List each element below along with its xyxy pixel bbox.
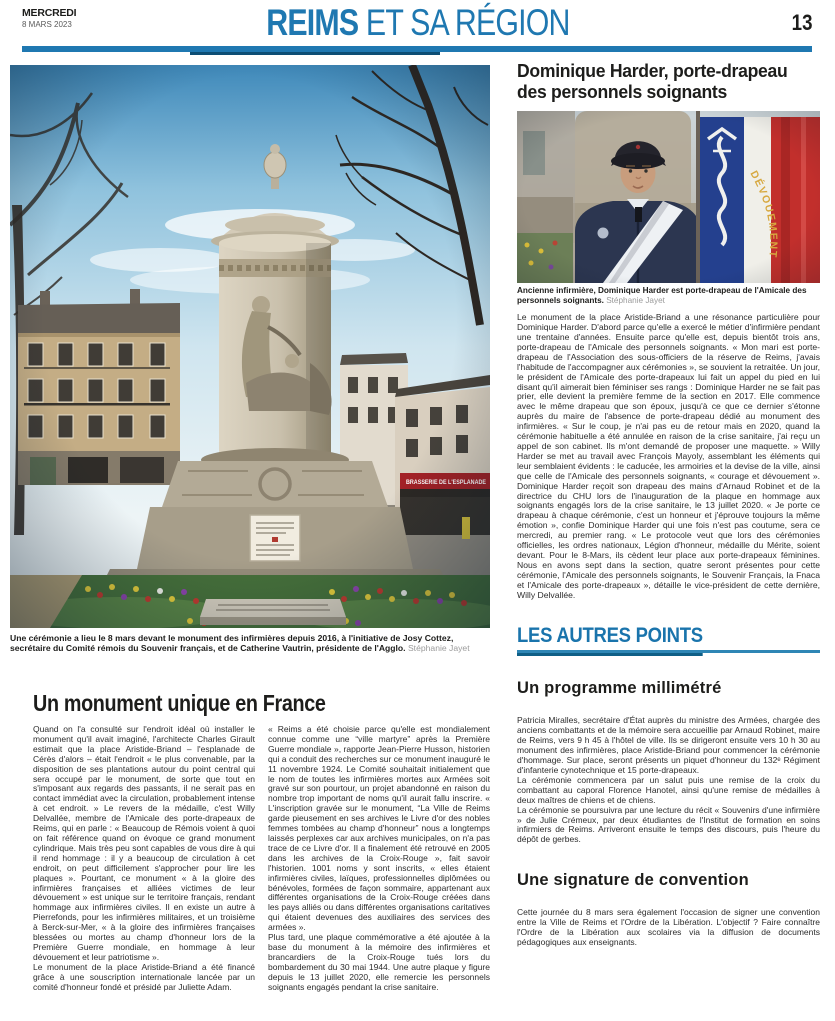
main-photo-credit: Stéphanie Jayet — [407, 643, 470, 653]
paragraph: Plus tard, une plaque commémorative a été ajoutée à la base du monument à la mémoire des infirmières et brancardiers de la Croix-Rouge tués lors du bombardement du 30 mai 1944. Une autre plaque y figure depuis le 13 juillet 2020, elle remercie les personnels soignants engagés pendant la crise sanitaire. — [268, 932, 490, 992]
article-harder — [517, 60, 820, 948]
other-points-title: LES AUTRES POINTS — [517, 624, 703, 656]
section-programme — [517, 679, 820, 845]
photo-vignette — [10, 65, 490, 628]
section-title-rest: ET SA RÉGION — [357, 2, 570, 43]
article-harder-title: Dominique Harder, porte-drapeau des personnels soignants — [517, 60, 788, 102]
main-photo-caption — [10, 633, 492, 653]
main-photo-caption-text: Une cérémonie a lieu le 8 mars devant le monument des infirmières depuis 2016, à l'initiative de Josy Cottez, secrétaire du Comité rémois du Souvenir français, et de Catherine Vautrin, présidente de l'Agglo. — [10, 633, 454, 653]
paragraph: « Reims a été choisie parce qu'elle est mondialement connue comme une “ville martyre” après la Première Guerre mondiale », rapporte Jean-Pierre Husson, historien qui a conduit des recherches sur ce monument inauguré le 11 novembre 1924. Le Comité souhaitait initialement que le nom de toutes les infirmières mortes aux Armées soit gravé sur son pourtour, un projet abandonné en raison du nombre trop important de noms qu'il aurait fallu inscrire. « L'inscription gravée sur le monument, “La Ville de Reims garde pieusement en ses archives le Livre d'or des nobles femmes tombées au champ d'honneur” nous a longtemps laissés perplexes car aux archives municipales, on n'a pas trace de ce Livre d'or. Il a finalement été retrouvé en 2005 dans les archives de la Croix-Rouge », fait savoir l'historien. 1001 noms y sont inscrits, « elles étaient infirmières civiles, laïques, professionnelles diplômées ou bénévoles, formées de façon sommaire, appartenant aux différentes organisations de la Croix-Rouge créées dans les pays alliés ou dans différentes organisations caritatives qui étaient devenues des auxiliaires des services des armées ». — [268, 724, 490, 933]
harder-photo-illustration — [517, 111, 820, 283]
article-monument-col2 — [268, 725, 490, 992]
section-programme-heading: Un programme millimétré — [517, 679, 722, 698]
monument-photo — [10, 65, 490, 628]
edition-dateline: 8 MARS 2023 — [22, 20, 72, 30]
harder-photo — [517, 111, 820, 283]
article-monument — [33, 690, 491, 992]
harder-photo-caption — [517, 286, 807, 305]
article-harder-body — [517, 313, 820, 600]
paragraph: Le monument de la place Aristide-Briand a été financé grâce à une souscription internationale lancée par un comité d'honneur fondé et présidé par Juliette Adam. — [33, 961, 255, 992]
section-convention — [517, 871, 820, 948]
photo-vignette — [517, 111, 820, 283]
article-monument-col1 — [33, 725, 255, 992]
paragraph: Le monument de la place Aristide-Briand a une résonance particulière pour Dominique Harder. D'abord parce qu'elle a exercé le métier d'infirmière pendant une trentaine d'années. Ensuite parce qu'elle est, depuis bientôt trois ans, porte-drapeau de l'Amicale des personnels soignants. « Mon mari est porte-drapeau de l'Association des sous-officiers de la réserve de Reims, j'avais l'habitude de l'accompagner aux cérémonies », se souvient la retraitée. Un jour, le président de l'Amicale des porte-drapeaux lui fait un appel du pied en lui disant qu'il aimerait bien féminiser ses rangs : Dominique Harder ne se fait pas prier, elle devient la première femme de la section en 2017. Elle commence avec le même drapeau que son époux, jusqu'à ce que ce dernier s'étonne auprès du maire de l'absence de porte-drapeau dédié au monument des infirmières. « Sur le coup, je n'ai pas eu de retour mais en 2020, quand la cérémonie habituelle a été annulée en raison de la crise sanitaire, j'ai reçu un appel de son cabinet. Ils m'ont demandé de proposer une maquette. » Willy Harder se met au travail avec François Mayoly, assemblant les éléments qui leur semblaient évidents : le caducée, les armoiries et la devise de la ville, ainsi que celle de l'Amicale des personnels soignants, « courage et dévouement ». Dominique Harder reçoit son drapeau des mains d'Arnaud Robinet et de la directrice du CHU lors de l'inauguration de la plaque en hommage aux soignants engagés lors de la crise sanitaire, le 13 juillet 2020. « Je porte ce drapeau à chaque cérémonie, c'est un honneur et j'éprouve toujours la même émotion », confie Dominique Harder qui une fois n'est pas coutume, sera ce mercredi, au premier rang. « Le protocole veut que lors des cérémonies officielles, les ordres nationaux, Légion d'honneur, médaille du Mérite, soient devant. Pour le 8-Mars, ils cèdent leur place aux porte-drapeaux féminines. Nous en avons sept dans la section, quatre seront présentes pour cette cérémonie, l'Amicale des personnels soignants, le Souvenir Français, la Fnaca et l'Amicale des porte-drapeaux », détaille le vice-président de cette dernière, Willy Delvallée. — [517, 312, 820, 600]
edition-day: MERCREDI — [22, 7, 77, 19]
section-title-strong: REIMS — [265, 2, 358, 43]
paragraph: La cérémonie commencera par un salut puis une remise de la croix du combattant au caporal Florence Hanotel, ainsi qu'une remise de médailles à deux maîtres de chiens et de chiens. — [517, 774, 820, 805]
harder-photo-credit: Stéphanie Jayet — [606, 295, 665, 305]
paragraph: Patricia Miralles, secrétaire d'État auprès du ministre des Armées, chargée des anciens combattants et de la mémoire sera accueillie par Arnaud Robinet, maire de Reims, vers 9 h 45 à l'hôtel de ville. Ils se dirigeront ensuite vers 10 h 30 au monument des infirmières, place Aristide-Briand pour commencer la cérémonie d'hommage. Sur place, seront présents un piquet d'honneur du 132ᵉ Régiment d'infanterie cynotechnique et 15 porte-drapeaux. — [517, 715, 820, 775]
paragraph: Cette journée du 8 mars sera également l'occasion de signer une convention entre la Ville de Reims et l'Ordre de la Libération. L'objectif ? Faire connaître l'Ordre de la Libération aux scolaires via la diffusion de documents pédagogiques aux enseignants. — [517, 907, 820, 947]
section-title — [0, 2, 835, 44]
harder-photo-caption-text: Ancienne infirmière, Dominique Harder est porte-drapeau de l'Amicale des personnels soignants. — [517, 286, 807, 305]
page-number: 13 — [791, 10, 812, 35]
paragraph: La cérémonie se poursuivra par une lecture du récit « Souvenirs d'une infirmière » de Julie Crémeux, par deux étudiantes de l'Institut de formation en soins infirmiers de Reims. Arriveront ensuite le temps des discours, puis l'heure du dépôt de gerbes. — [517, 804, 820, 845]
header-rule-dark-segment — [190, 52, 440, 55]
section-convention-heading: Une signature de convention — [517, 871, 749, 890]
article-monument-title: Un monument unique en France — [33, 690, 326, 716]
other-points-header — [517, 624, 820, 653]
paragraph: Quand on l'a consulté sur l'endroit idéal où installer le monument qu'il avait imaginé, l'architecte Charles Girault estimait que la place Aristide-Briand – l'esplanade de Cérès d'alors – était l'endroit « le plus convenable, par la disposition de ses plantations autour du point central qui sera occupé par le monument, de sorte que tout en s'imposant aux regards des passants, il ne serait pas en contact immédiat avec la circulation, probablement intense à cet endroit. » Le revers de la médaille, c'est Willy Delvallée, membre de l'Amicale des porte-drapeaux de Reims, qui en parle : « Beaucoup de Rémois voient à quoi on fait référence quand on évoque ce grand monument cylindrique. Mais très peu sont capables de vous dire à qui il rend hommage : il y a beaucoup de circulation à cet endroit, on peut difficilement s'approcher pour lire les plaques ». Pourtant, ce monument « à la gloire des infirmières françaises et alliées victimes de leur dévouement » est unique sur le territoire français, rendant hommage aux infirmières civiles. Il en existe un autre à Pierrefonds, pour les infirmières militaires, et un troisième à Berck-sur-Mer, « à la gloire des infirmières françaises blessées ou mortes au champ d'honneur lors de la Première Guerre mondiale, en hommage à leur dévouement et leur patriotisme ». — [33, 724, 255, 962]
monument-photo-illustration — [10, 65, 490, 628]
